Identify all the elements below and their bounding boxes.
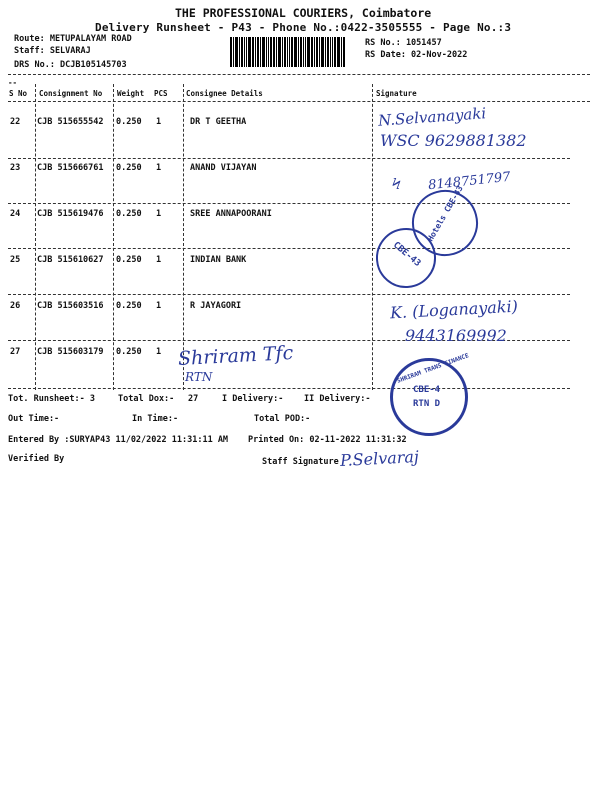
rs-number: RS No.: 1051457 (365, 38, 442, 48)
staff-signature: P.Selvaraj (339, 446, 420, 471)
signature-row26-phone: 9443169992 (405, 326, 507, 345)
first-delivery: I Delivery:- (222, 394, 284, 404)
row-consignment: CJB 515603516 (37, 301, 104, 311)
signature-row27-note: RTN (185, 370, 213, 384)
rs-date: RS Date: 02-Nov-2022 (365, 50, 468, 60)
row-sno: 22 (10, 117, 21, 127)
in-time: In Time:- (132, 414, 179, 424)
row-pcs: 1 (156, 163, 162, 173)
row-weight: 0.250 (116, 163, 142, 173)
total-pod: Total POD:- (254, 414, 311, 424)
total-dox-label: Total Dox:- (118, 394, 175, 404)
row-pcs: 1 (156, 209, 162, 219)
row-consignee: ANAND VIJAYAN (190, 163, 257, 173)
company-title: THE PROFESSIONAL COURIERS, Coimbatore (175, 6, 432, 20)
col-sno: S No (9, 89, 28, 98)
row-consignee: SREE ANNAPOORANI (190, 209, 272, 219)
row-pcs: 1 (156, 255, 162, 265)
row-consignment: CJB 515655542 (37, 117, 104, 127)
col-pcs: PCS (154, 89, 168, 98)
col-signature: Signature (376, 89, 417, 98)
row-divider (8, 203, 570, 204)
drs-number: DRS No.: DCJB105145703 (14, 60, 127, 70)
signature-row23-phone: 8148751797 (427, 169, 512, 194)
row-weight: 0.250 (116, 255, 142, 265)
signature-row27-name: Shriram Tfc (177, 341, 294, 371)
row-sno: 24 (10, 209, 21, 219)
row-consignment: CJB 515666761 (37, 163, 104, 173)
row-divider (8, 388, 570, 389)
row-sno: 27 (10, 347, 21, 357)
col-sep (183, 84, 184, 390)
total-dox-value: 27 (188, 394, 199, 404)
runsheet-title: Delivery Runsheet - P43 - Phone No.:0422-3505555 - Page No.:3 (95, 21, 512, 34)
staff-signature-label: Staff Signature (262, 457, 339, 467)
signature-row22-note: WSC 9629881382 (380, 131, 527, 150)
barcode (230, 37, 360, 67)
verified-by: Verified By (8, 454, 65, 464)
row-consignment: CJB 515619476 (37, 209, 104, 219)
row-sno: 26 (10, 301, 21, 311)
row-consignment: CJB 515610627 (37, 255, 104, 265)
col-sep (372, 84, 373, 390)
shriram-stamp (390, 352, 470, 436)
row-divider (8, 158, 570, 159)
row-consignee: INDIAN BANK (190, 255, 247, 265)
route-label: Route: METUPALAYAM ROAD (14, 34, 132, 44)
signature-row23-scribble: Ϟ (392, 175, 401, 193)
header-divider-bottom (8, 101, 590, 102)
row-divider (8, 294, 570, 295)
shop-stamp-text: CBE-43 (390, 240, 423, 269)
printed-on: Printed On: 02-11-2022 11:31:32 (248, 435, 407, 445)
row-sno: 23 (10, 163, 21, 173)
col-consignee: Consignee Details (186, 89, 263, 98)
row-divider (8, 248, 570, 249)
second-delivery: II Delivery:- (304, 394, 371, 404)
row-consignee: DR T GEETHA (190, 117, 247, 127)
row-weight: 0.250 (116, 301, 142, 311)
row-weight: 0.250 (116, 117, 142, 127)
hotel-stamp-text: Hotels CBE-43 (425, 184, 465, 243)
total-runsheet: Tot. Runsheet:- 3 (8, 394, 95, 404)
staff-label: Staff: SELVARAJ (14, 46, 91, 56)
shriram-stamp-rtn: RTN D (413, 399, 441, 409)
top-marks: -- (8, 78, 18, 87)
row-weight: 0.250 (116, 209, 142, 219)
row-consignment: CJB 515603179 (37, 347, 104, 357)
row-pcs: 1 (156, 301, 162, 311)
row-pcs: 1 (156, 347, 162, 357)
shriram-stamp-inner: CBE-4 (413, 385, 441, 395)
signature-row26-name: K. (Loganayaki) (389, 296, 519, 323)
row-weight: 0.250 (116, 347, 142, 357)
signature-row22-name: N.Selvanayaki (377, 104, 487, 130)
col-sep (35, 84, 36, 390)
row-sno: 25 (10, 255, 21, 265)
col-consignment: Consignment No (39, 89, 103, 98)
entered-by: Entered By :SURYAP43 11/02/2022 11:31:11 AM (8, 435, 229, 445)
col-sep (113, 84, 114, 390)
row-consignee: R JAYAGORI (190, 301, 242, 311)
out-time: Out Time:- (8, 414, 60, 424)
col-weight: Weight (117, 89, 145, 98)
row-pcs: 1 (156, 117, 162, 127)
header-divider-top (8, 74, 590, 75)
shriram-stamp-outer: SHRIRAM TRANS FINANCE (396, 352, 470, 385)
